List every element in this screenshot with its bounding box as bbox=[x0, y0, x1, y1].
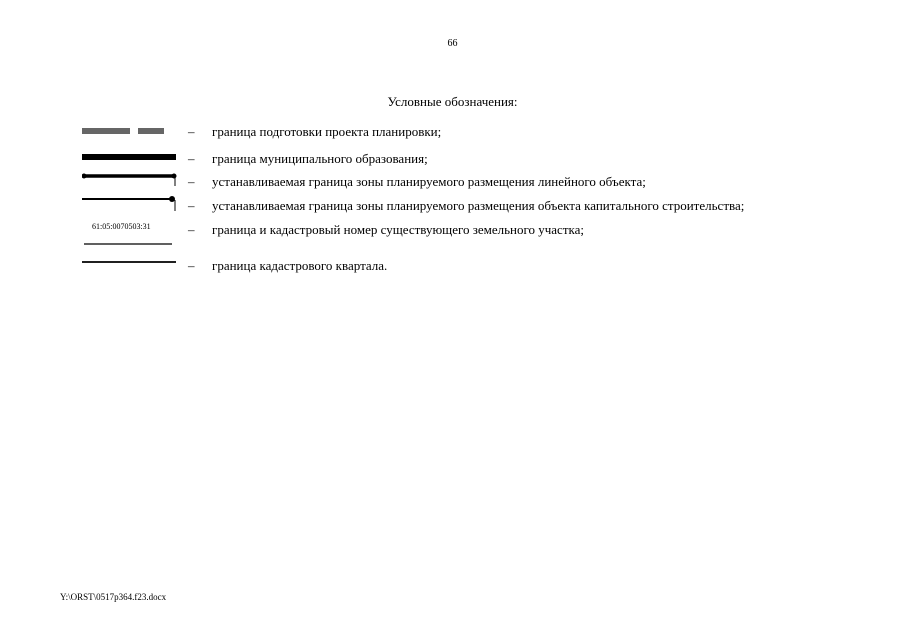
legend-title-text: Условные обозначения: bbox=[387, 94, 518, 109]
line-with-dot-tick-symbol bbox=[82, 196, 182, 216]
legend-item-text: граница подготовки проекта планировки; bbox=[212, 124, 442, 139]
legend-item-municipal-boundary bbox=[0, 149, 905, 169]
thin-line-symbol bbox=[82, 220, 182, 248]
dashed-gray-line-symbol bbox=[82, 122, 182, 142]
legend-title bbox=[0, 94, 905, 110]
legend-dash: – bbox=[188, 222, 195, 237]
legend-item-planning-boundary bbox=[0, 122, 905, 142]
footer-file-path: Y:\ORST\0517p364.f23.docx bbox=[60, 592, 167, 602]
legend-item-text: граница кадастрового квартала. bbox=[212, 258, 388, 273]
legend-item-land-plot bbox=[0, 220, 905, 240]
cadastral-plot-symbol bbox=[82, 220, 182, 248]
legend-item-capital-construction-zone bbox=[0, 196, 905, 216]
legend-dash: – bbox=[188, 258, 195, 273]
cadastral-number-label: 61:05:0070503:31 bbox=[92, 222, 151, 231]
legend-dash: – bbox=[188, 198, 195, 213]
legend-item-linear-object-zone bbox=[0, 172, 905, 192]
solid-thick-line-symbol bbox=[82, 149, 182, 169]
thin-line-symbol bbox=[82, 256, 182, 276]
legend-item-text: устанавливаемая граница зоны планируемого размещения объекта капитального строительства; bbox=[212, 198, 745, 213]
legend-dash: – bbox=[188, 174, 195, 189]
legend-item-cadastral-quarter bbox=[0, 256, 905, 276]
legend-item-text: граница и кадастровый номер существующего земельного участка; bbox=[212, 222, 585, 237]
legend-item-text: устанавливаемая граница зоны планируемого размещения линейного объекта; bbox=[212, 174, 646, 189]
legend-dash: – bbox=[188, 124, 195, 139]
line-with-tick-symbol bbox=[82, 172, 182, 192]
legend-item-text: граница муниципального образования; bbox=[212, 151, 428, 166]
page-number: 66 bbox=[447, 38, 458, 49]
legend-dash: – bbox=[188, 151, 195, 166]
